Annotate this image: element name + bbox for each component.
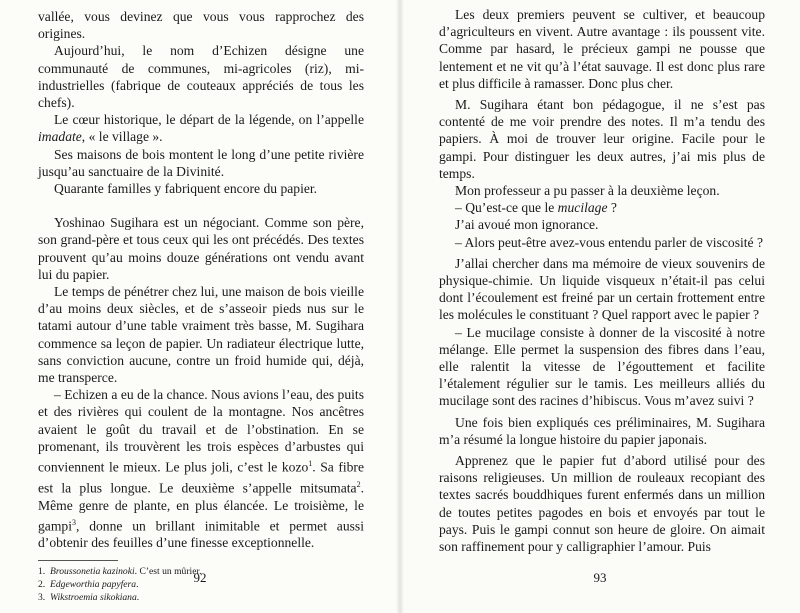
- paragraph-text: Le cœur historique, le départ de la légende, on l’appelle: [54, 112, 364, 128]
- footnote-text: .: [136, 578, 139, 590]
- paragraph-text: , « le village ».: [81, 129, 163, 145]
- paragraph: Les deux premiers peuvent se cultiver, et beaucoup d’agriculteurs en vivent. Autre avantage : ils poussent vite. Comme par hasard, le précieux gampi ne pousse que lentement et ne vit qu’à l’état sauvage. Il est donc plus rare et plus difficile à ramasser. Donc plus cher.: [439, 7, 765, 91]
- paragraph: vallée, vous devinez que vous vous rapprochez des origines.: [38, 9, 364, 42]
- paragraph: [38, 111, 364, 145]
- paragraph-text: ?: [607, 200, 617, 216]
- paragraph: Quarante familles y fabriquent encore du papier.: [54, 181, 318, 197]
- paragraph-text: , donne un brillant inimitable et permet aussi d’obtenir des feuilles d’une finesse exceptionnelle.: [38, 518, 364, 551]
- paragraph: [38, 386, 364, 551]
- paragraph: Mon professeur a pu passer à la deuxième leçon.: [455, 183, 720, 199]
- page-number: 93: [593, 570, 607, 585]
- footnote-number: 3.: [38, 591, 46, 603]
- footnote-ref[interactable]: 1: [308, 459, 313, 469]
- paragraph-text: . Même genre de plante, en plus élancée. Le troisième, le gampi: [38, 480, 364, 534]
- left-text-column: [38, 8, 364, 604]
- right-text-column: [439, 6, 765, 555]
- footnote-divider: [38, 560, 118, 561]
- paragraph: – Le mucilage consiste à donner de la viscosité à notre mélange. Elle permet la suspension des fibres dans l’eau, elle ralentit la vitesse de l’égouttement et facilite l’étalement régulier sur le tamis. Les meilleurs alliés du mucilage sont des racines d’hibiscus. Vous m’avez suivi ?: [439, 324, 765, 409]
- paragraph: Aujourd’hui, le nom d’Echizen désigne une communauté de communes, mi-agricoles (riz), mi-industrielles (fabrique de couteaux appréciés de tous les chefs).: [38, 43, 364, 111]
- paragraph: J’allai chercher dans ma mémoire de vieux souvenirs de physique-chimie. Un liquide visqueux n’était-il pas celui dont l’écoulement est freiné par un certain frottement entre les molécules le constituant ? Quel rapport avec le papier ?: [439, 255, 765, 323]
- paragraph: – Alors peut-être avez-vous entendu parler de viscosité ?: [455, 234, 764, 250]
- footnote-ref[interactable]: 3: [71, 517, 76, 527]
- paragraph-text: – Qu’est-ce que le: [455, 200, 555, 216]
- paragraph: Apprenez que le papier fut d’abord utilisé pour des raisons religieuses. Un million de rouleaux recopiant des textes sacrés bouddhiques furent enfermés dans un million de toutes petites pagodes en bois et envoyés par tout le pays. Puis le gampi connut son heure de gloire. On aimait son raffinement pour y calligraphier l’amour. Puis: [439, 453, 765, 555]
- footnote: [38, 591, 364, 604]
- paragraph: Le temps de pénétrer chez lui, une maison de bois vieille d’au moins deux siècles, et de s’asseoir pieds nus sur le tatami autour d’une table vraiment très basse, M. Sugihara commence sa leçon de papier. Un radiateur électrique lutte, sans conviction aucune, contre un froid humide qui, déjà, me transperce.: [38, 284, 364, 386]
- paragraph-text: . Sa fibre est la plus longue. Le deuxième s’appelle mitsumata: [38, 459, 364, 496]
- paragraph: Yoshinao Sugihara est un négociant. Comme son père, son grand-père et tous ceux qui les ont précédés. Des textes prouvent qu’au moins douze générations ont vendu avant lui du papier.: [38, 215, 364, 282]
- footnote-text: . C’est un mûrier.: [134, 565, 202, 577]
- paragraph: Une fois bien expliqués ces préliminaires, M. Sugihara m’a résumé la longue histoire du papier japonais.: [439, 414, 765, 447]
- paragraph: [439, 199, 765, 216]
- footnote-latin-name: Broussonetia kazinoki: [50, 565, 135, 577]
- paragraph: J’ai avoué mon ignorance.: [455, 217, 599, 233]
- footnote-ref[interactable]: 2: [356, 479, 361, 489]
- right-page: [400, 0, 800, 613]
- book-gutter: [396, 0, 404, 613]
- footnote-text: .: [136, 591, 140, 603]
- paragraph: M. Sugihara étant bon pédagogue, il ne s’est pas contenté de me voir prendre des notes. Il m’a tendu des papiers. À moi de trouver leur origine. Facile pour le gampi. Pour distinguer les deux autres, j’ai mis plus de temps.: [439, 97, 765, 181]
- paragraph-text: – Echizen a eu de la chance. Nous avions l’eau, des puits et des rivières qui coulent de la montagne. Nos ancêtres avaient le goût du travail et de l’obstination. En se promenant, ils trouvèrent les trois espèces d’arbustes qui conviennent le mieux. Le plus joli, c’est le kozo: [38, 387, 364, 475]
- italic-term: mucilage: [557, 200, 608, 216]
- footnote-number: 1.: [38, 565, 46, 577]
- footnote-latin-name: Wikstroemia sikokiana: [50, 591, 137, 603]
- page-number: 92: [193, 570, 207, 585]
- italic-term: imadate: [38, 129, 82, 145]
- footnote-latin-name: Edgeworthia papyfera: [50, 578, 137, 590]
- footnote-number: 2.: [38, 578, 46, 590]
- paragraph: Ses maisons de bois montent le long d’une petite rivière jusqu’au sanctuaire de la Divinité.: [38, 146, 364, 179]
